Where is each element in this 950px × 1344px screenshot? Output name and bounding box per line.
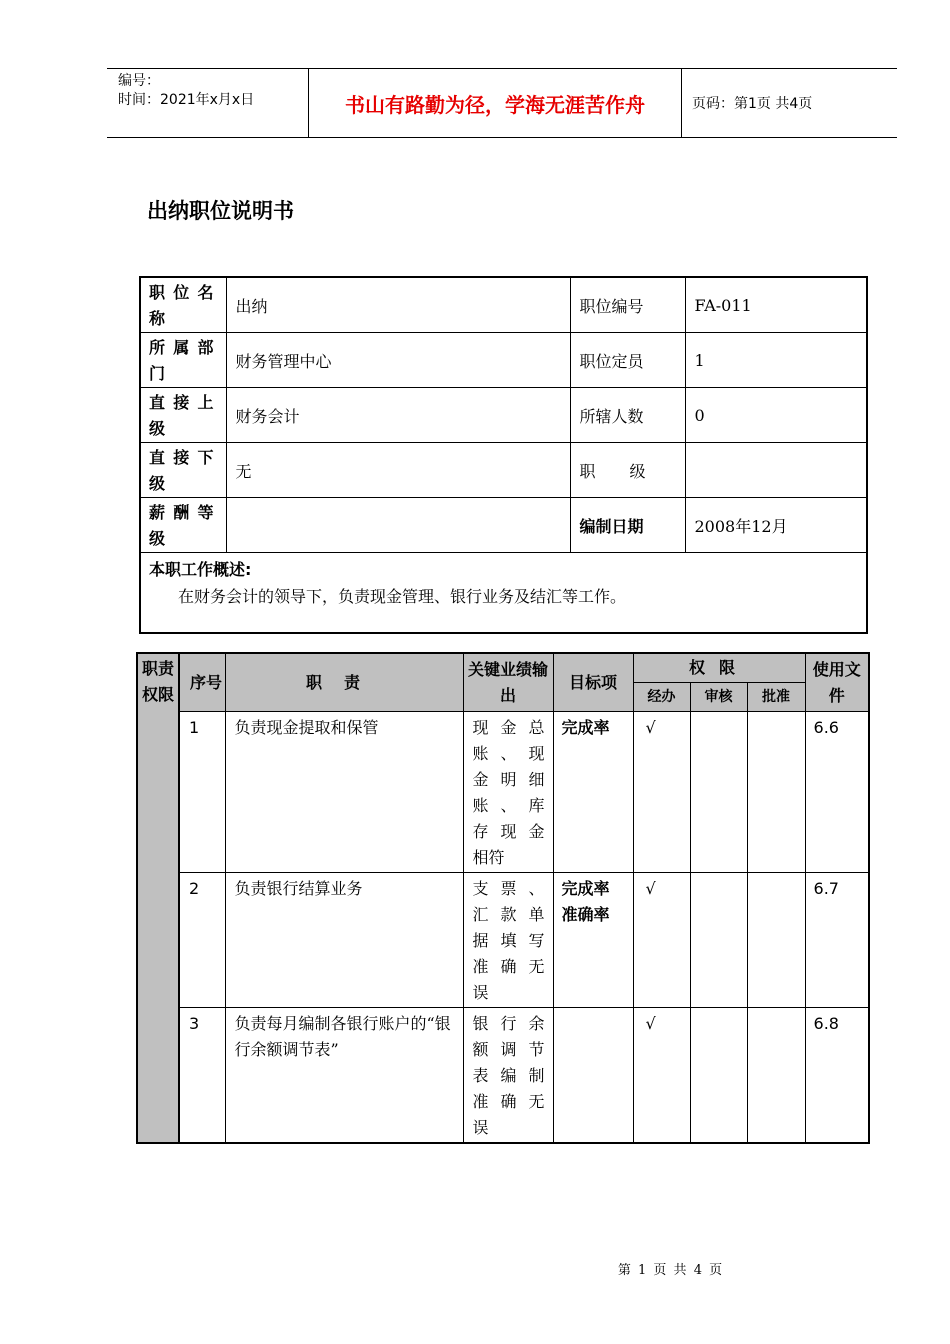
summary-text: 在财务会计的领导下，负责现金管理、银行业务及结汇等工作。 <box>178 587 627 606</box>
info-label-2: 所辖人数 <box>570 388 685 443</box>
kpi-line: 存现金 <box>472 822 545 841</box>
kpi-line: 误 <box>472 983 489 1002</box>
info-label: 职位名称 <box>140 277 226 333</box>
kpi-line: 现金总 <box>472 718 545 737</box>
goal-line: 完成率 <box>561 718 610 737</box>
goal-line: 准确率 <box>561 905 610 924</box>
info-label: 所属部门 <box>140 333 226 388</box>
duty-doc: 6.7 <box>805 873 869 1008</box>
kpi-line: 账、库 <box>472 796 545 815</box>
duty-row <box>137 712 869 873</box>
summary-row <box>140 553 867 633</box>
duty-approve <box>747 712 805 873</box>
kpi-line: 据填写 <box>472 931 545 950</box>
info-value-2: 1 <box>685 333 867 388</box>
header-meta <box>107 69 309 137</box>
info-value: 出纳 <box>226 277 570 333</box>
kpi-line: 准确无 <box>472 1092 545 1111</box>
duty-handle: √ <box>633 712 690 873</box>
header-duty: 职责 <box>225 653 463 712</box>
duty-handle: √ <box>633 1008 690 1144</box>
info-label-2: 编制日期 <box>570 498 685 553</box>
kpi-line: 金明细 <box>472 770 545 789</box>
duty-text: 负责现金提取和保管 <box>225 712 463 873</box>
info-label: 薪酬等级 <box>140 498 226 553</box>
info-label: 直接下级 <box>140 443 226 498</box>
kpi-line: 银行余 <box>472 1014 545 1033</box>
duty-goal <box>553 873 633 1008</box>
kpi-line: 账、现 <box>472 744 545 763</box>
info-row <box>140 333 867 388</box>
info-value: 无 <box>226 443 570 498</box>
info-row <box>140 277 867 333</box>
page-footer: 第 1 页 共 4 页 <box>617 1263 723 1278</box>
duty-seq: 3 <box>179 1008 225 1144</box>
duty-row <box>137 1008 869 1144</box>
duty-approve <box>747 1008 805 1144</box>
duty-doc: 6.8 <box>805 1008 869 1144</box>
kpi-line: 汇款单 <box>472 905 545 924</box>
duty-text: 负责银行结算业务 <box>225 873 463 1008</box>
header-seq: 序号 <box>179 653 225 712</box>
info-label-2: 职位定员 <box>570 333 685 388</box>
document-title: 出纳职位说明书 <box>147 198 294 223</box>
header-doc: 使用文件 <box>805 653 869 712</box>
duty-text: 负责每月编制各银行账户的“银行余额调节表” <box>225 1008 463 1144</box>
kpi-line: 额调节 <box>472 1040 545 1059</box>
duty-kpi <box>463 712 553 873</box>
duty-doc: 6.6 <box>805 712 869 873</box>
kpi-line: 准确无 <box>472 957 545 976</box>
duty-goal <box>553 712 633 873</box>
duty-review <box>690 1008 747 1144</box>
info-value: 财务会计 <box>226 388 570 443</box>
header-kpi: 关键业绩输出 <box>463 653 553 712</box>
goal-line: 完成率 <box>561 879 610 898</box>
kpi-line: 表编制 <box>472 1066 545 1085</box>
info-label-2: 职位编号 <box>570 277 685 333</box>
header-handle: 经办 <box>633 683 690 712</box>
duty-review <box>690 712 747 873</box>
duty-seq: 2 <box>179 873 225 1008</box>
header-motto: 书山有路勤为径，学海无涯苦作舟 <box>309 69 682 137</box>
duty-approve <box>747 873 805 1008</box>
position-info-table <box>139 276 868 634</box>
info-value <box>226 498 570 553</box>
duty-row <box>137 873 869 1008</box>
info-row <box>140 388 867 443</box>
info-row <box>140 443 867 498</box>
duties-header-row <box>137 653 869 683</box>
kpi-line: 相符 <box>472 848 505 867</box>
kpi-line: 支票、 <box>472 879 545 898</box>
time-label: 时间：2021年x月x日 <box>118 92 255 108</box>
duty-kpi <box>463 873 553 1008</box>
info-value-2 <box>685 443 867 498</box>
header-page-info: 页码：第1页 共4页 <box>692 96 813 112</box>
header-authority: 权限 <box>633 653 805 683</box>
side-label: 职责权限 <box>137 653 179 1143</box>
summary-title: 本职工作概述: <box>149 560 252 579</box>
info-label-2: 职级 <box>570 443 685 498</box>
duty-goal <box>553 1008 633 1144</box>
summary-cell <box>140 553 867 633</box>
duty-review <box>690 873 747 1008</box>
header-approve: 批准 <box>747 683 805 712</box>
duties-table <box>136 652 870 1144</box>
info-value-2: 2008年12月 <box>685 498 867 553</box>
info-label: 直接上级 <box>140 388 226 443</box>
duty-handle: √ <box>633 873 690 1008</box>
page-header <box>107 68 897 138</box>
duty-kpi <box>463 1008 553 1144</box>
number-label: 编号： <box>118 73 160 89</box>
header-review: 审核 <box>690 683 747 712</box>
duty-seq: 1 <box>179 712 225 873</box>
info-value: 财务管理中心 <box>226 333 570 388</box>
info-value-2: 0 <box>685 388 867 443</box>
kpi-line: 误 <box>472 1118 489 1137</box>
info-row <box>140 498 867 553</box>
header-goal: 目标项 <box>553 653 633 712</box>
info-value-2: FA-011 <box>685 277 867 333</box>
